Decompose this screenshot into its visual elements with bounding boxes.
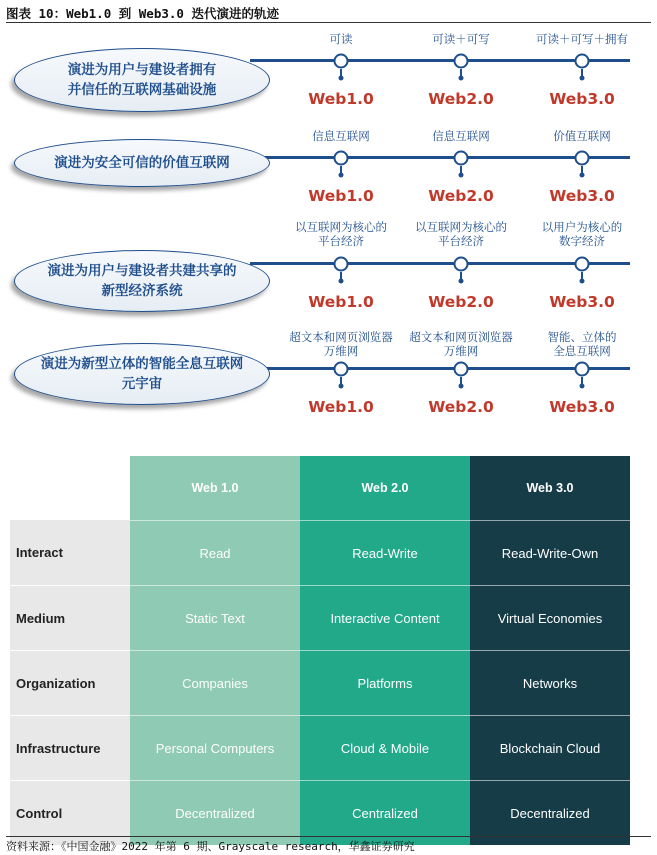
node-label: 价值互联网 xyxy=(553,129,611,143)
node-label: 超文本和网页浏览器 万维网 xyxy=(409,330,513,358)
node-label: 可读 xyxy=(329,32,353,46)
node-dot xyxy=(339,76,344,81)
table-column-header: Web 3.0 xyxy=(470,456,630,520)
version-label: Web3.0 xyxy=(549,293,615,311)
version-label: Web2.0 xyxy=(428,90,494,108)
node-label: 智能、立体的 全息互联网 xyxy=(547,330,617,358)
version-label: Web1.0 xyxy=(308,90,374,108)
timeline-row xyxy=(0,220,657,320)
version-label: Web1.0 xyxy=(308,398,374,416)
version-label: Web2.0 xyxy=(428,398,494,416)
ellipse-text: 新型经济系统 xyxy=(101,283,183,299)
version-label: Web1.0 xyxy=(308,293,374,311)
node-label: 可读＋可写 xyxy=(432,32,490,46)
node-label: 以互联网为核心的 平台经济 xyxy=(415,220,507,248)
timeline-row xyxy=(0,28,657,128)
node-dot xyxy=(339,384,344,389)
timeline-node-icon xyxy=(575,53,590,68)
table-cell: Read-Write-Own xyxy=(470,520,630,585)
figure-title: 图表 10：Web1.0 到 Web3.0 迭代演进的轨迹 xyxy=(6,6,279,21)
timeline-node-icon xyxy=(334,256,349,271)
node-label: 以用户为核心的 数字经济 xyxy=(541,220,623,248)
table-cell: Decentralized xyxy=(470,780,630,845)
table-cell: Virtual Economies xyxy=(470,585,630,650)
ellipse-text: 元宇宙 xyxy=(121,376,163,392)
table-cell: Read xyxy=(130,520,300,585)
node-dot xyxy=(459,384,464,389)
timeline-node-icon xyxy=(454,256,469,271)
table-cell: Platforms xyxy=(300,650,470,715)
timeline-node-icon xyxy=(575,361,590,376)
node-dot xyxy=(580,384,585,389)
source-footer: 资料来源：《中国金融》2022 年第 6 期、Grayscale research，华鑫证券研究 xyxy=(6,840,415,853)
node-label: 信息互联网 xyxy=(432,129,490,143)
table-cell: Personal Computers xyxy=(130,715,300,780)
table-cell: Companies xyxy=(130,650,300,715)
node-dot xyxy=(459,76,464,81)
table-row-label: Interact xyxy=(10,520,130,585)
timeline-row xyxy=(0,125,657,225)
node-label: 可读＋可写＋拥有 xyxy=(536,32,628,46)
ellipse-text: 并信任的互联网基础设施 xyxy=(67,82,217,98)
timeline-node-icon xyxy=(334,150,349,165)
node-label: 信息互联网 xyxy=(312,129,370,143)
timeline-node-icon xyxy=(575,256,590,271)
table-row-label: Medium xyxy=(10,585,130,650)
title-rule xyxy=(6,22,651,23)
timeline-row xyxy=(0,325,657,425)
ellipse-text: 演进为新型立体的智能全息互联网 xyxy=(40,356,244,372)
table-column-header: Web 2.0 xyxy=(300,456,470,520)
timeline-line xyxy=(250,156,630,159)
table-row-label: Organization xyxy=(10,650,130,715)
table-cell: Cloud & Mobile xyxy=(300,715,470,780)
timeline-node-icon xyxy=(454,53,469,68)
timeline-node-icon xyxy=(454,361,469,376)
stage-ellipse xyxy=(14,48,270,112)
version-label: Web3.0 xyxy=(549,90,615,108)
table-cell: Networks xyxy=(470,650,630,715)
footer-rule xyxy=(6,836,651,837)
table-cell: Interactive Content xyxy=(300,585,470,650)
table-cell: Centralized xyxy=(300,780,470,845)
timeline-node-icon xyxy=(334,361,349,376)
version-label: Web1.0 xyxy=(308,187,374,205)
version-label: Web3.0 xyxy=(549,398,615,416)
node-dot xyxy=(580,76,585,81)
table-column-header: Web 1.0 xyxy=(130,456,300,520)
node-label: 超文本和网页浏览器 万维网 xyxy=(289,330,393,358)
table-cell: Static Text xyxy=(130,585,300,650)
table-cell: Read-Write xyxy=(300,520,470,585)
node-label: 以互联网为核心的 平台经济 xyxy=(295,220,387,248)
version-label: Web2.0 xyxy=(428,187,494,205)
node-dot xyxy=(339,279,344,284)
table-row-label: Control xyxy=(10,780,130,845)
node-dot xyxy=(459,173,464,178)
node-dot xyxy=(459,279,464,284)
node-dot xyxy=(580,173,585,178)
table-cell: Blockchain Cloud xyxy=(470,715,630,780)
timeline-line xyxy=(250,262,630,265)
version-label: Web3.0 xyxy=(549,187,615,205)
stage-ellipse xyxy=(14,139,270,187)
timeline-line xyxy=(250,59,630,62)
ellipse-text: 演进为安全可信的价值互联网 xyxy=(54,155,230,171)
timeline-node-icon xyxy=(454,150,469,165)
node-dot xyxy=(339,173,344,178)
timeline-line xyxy=(250,367,630,370)
table-cell: Decentralized xyxy=(130,780,300,845)
stage-ellipse xyxy=(14,250,270,312)
timeline-node-icon xyxy=(575,150,590,165)
node-dot xyxy=(580,279,585,284)
version-label: Web2.0 xyxy=(428,293,494,311)
ellipse-text: 演进为用户与建设者共建共享的 xyxy=(47,263,237,279)
table-row-label: Infrastructure xyxy=(10,715,130,780)
stage-ellipse xyxy=(14,343,270,405)
ellipse-text: 演进为用户与建设者拥有 xyxy=(67,62,217,78)
timeline-node-icon xyxy=(334,53,349,68)
